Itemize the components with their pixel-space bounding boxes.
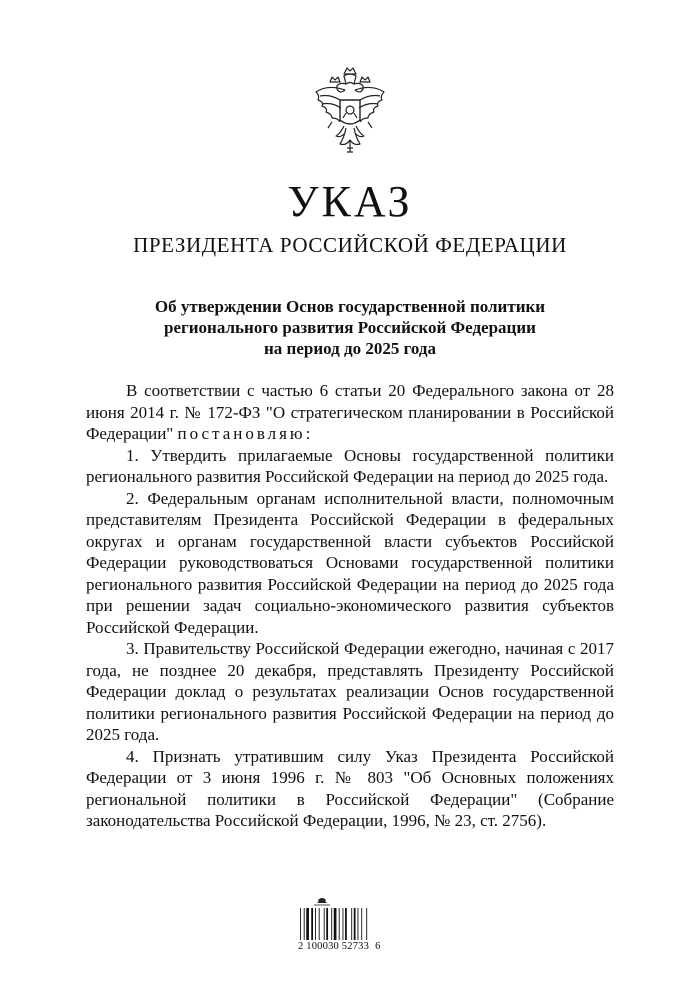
document-subtitle: ПРЕЗИДЕНТА РОССИЙСКОЙ ФЕДЕРАЦИИ	[133, 233, 567, 257]
barcode-bar	[339, 908, 340, 940]
heading-line: на период до 2025 года	[263, 339, 436, 358]
decree-item: 1. Утвердить прилагаемые Основы государственной политики регионального развития Российской Федерации на период до 2025 года.	[86, 445, 614, 486]
barcode-bar	[331, 908, 332, 940]
heading-line: регионального развития Российской Федерации	[164, 318, 536, 337]
barcode-bar	[315, 908, 316, 940]
decree-item: 3. Правительству Российской Федерации ежегодно, начиная с 2017 года, не позднее 20 декабря, представлять Президенту Российской Федерации доклад о результатах реализации Основ государственной политики регионального развития Российской Федерации на период до 2025 года.	[86, 639, 614, 744]
decree-heading	[100, 296, 600, 359]
barcode-bar	[334, 908, 337, 940]
document-title: УКАЗ	[287, 177, 413, 226]
barcode-bar	[351, 908, 352, 940]
barcode-bar	[306, 908, 309, 940]
decree-word: постановляю:	[177, 424, 314, 443]
coat-of-arms-emblem-icon	[310, 66, 390, 162]
barcode-bar	[300, 908, 301, 940]
barcode-bar	[343, 908, 344, 940]
barcode-bar	[319, 908, 320, 940]
preamble-paragraph	[86, 380, 614, 445]
barcode-digits: 2 100030 52733	[298, 941, 370, 952]
decree-item: 4. Признать утратившим силу Указ Президента Российской Федерации от 3 июня 1996 г. № 803 "Об Основных положениях региональной политики в Российской Федерации" (Собрание законодательства Российской Федерации, 1996, № 23, ст. 2756).	[86, 746, 614, 830]
barcode-bar	[345, 908, 347, 940]
barcode-bar	[366, 908, 367, 940]
barcode-bar	[304, 908, 305, 940]
barcode-bar	[326, 908, 328, 940]
preamble-text: В соответствии с частью 6 статьи 20 Федерального закона от 28 июня 2014 г. № 172-ФЗ "О стратегическом планировании в Российской Федерации"	[86, 381, 614, 443]
heading-line: Об утверждении Основ государственной политики	[154, 297, 546, 316]
decree-item: 2. Федеральным органам исполнительной власти, полномочным представителям Президента Российской Федерации в федеральных округах и органам государственной власти субъектов Российской Федерации руководствоваться Основами государственной политики регионального развития Российской Федерации на период до 2025 года при решении задач социально-экономического развития субъектов Российской Федерации.	[86, 488, 614, 637]
barcode-bar	[311, 908, 313, 940]
decree-body	[86, 380, 614, 832]
barcode-number	[298, 941, 398, 953]
barcode-bar	[354, 908, 356, 940]
barcode-bar	[324, 908, 325, 940]
barcode-bar	[358, 908, 359, 940]
barcode-bar	[361, 908, 362, 940]
barcode-check-digit: 6	[375, 941, 381, 952]
